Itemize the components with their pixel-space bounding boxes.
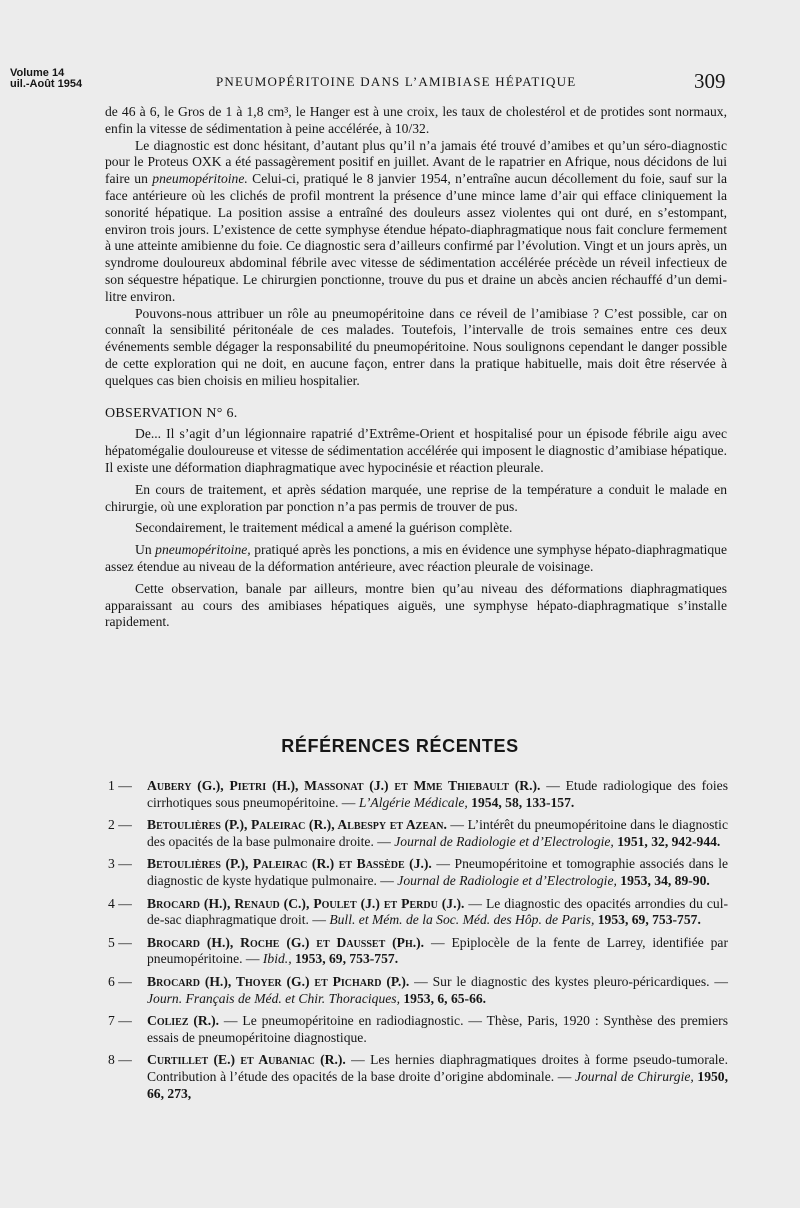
reference-text: — Pneumopéritoine et tomographie associés dans le diagnostic de kyste hydatique pulmonaire. — xyxy=(147,856,728,888)
paragraph-2-italic: pneumopéritoine. xyxy=(152,171,248,187)
reference-citation: 1953, 34, 89-90. xyxy=(616,872,710,888)
paragraph-6: Secondairement, le traitement médical a amené la guérison complète. xyxy=(135,520,513,536)
reference-authors: Brocard (H.), Thoyer (G.) et Pichard (P.). xyxy=(147,973,410,989)
volume-label: Volume 14 xyxy=(10,67,65,79)
reference-item xyxy=(108,896,728,929)
reference-journal: Ibid., xyxy=(262,951,292,967)
reference-number: 4 — xyxy=(108,895,132,911)
references-list xyxy=(108,778,728,1108)
reference-item xyxy=(108,974,728,1007)
paragraph-2 xyxy=(105,138,727,306)
reference-journal: Journal de Radiologie et d’Electrologie, xyxy=(394,833,614,849)
reference-citation: 1951, 32, 942-944. xyxy=(613,833,721,849)
issue-date: uil.-Août 1954 xyxy=(10,78,83,90)
reference-journal: Bull. et Mém. de la Soc. Méd. des Hôp. de Paris, xyxy=(329,912,595,928)
reference-authors: Betoulières (P.), Paleirac (R.) et Bassède (J.). xyxy=(147,856,432,872)
reference-authors: Coliez (R.). xyxy=(147,1013,220,1029)
reference-number: 8 — xyxy=(108,1052,132,1068)
reference-number: 3 — xyxy=(108,856,132,872)
reference-citation: 1950, 66, 273, xyxy=(147,1068,729,1101)
reference-item xyxy=(108,817,728,850)
reference-text: — Le diagnostic des opacités arrondies du cul-de-sac diaphragmatique droit. — xyxy=(147,895,728,928)
reference-number: 6 — xyxy=(108,973,132,989)
reference-number: 7 — xyxy=(108,1013,132,1029)
reference-authors: Brocard (H.), Renaud (C.), Poulet (J.) et Perdu (J.). xyxy=(147,895,465,911)
reference-authors: Curtillet (E.) et Aubaniac (R.). xyxy=(147,1052,346,1068)
reference-journal: Journ. Français de Méd. et Chir. Thoraciques, xyxy=(147,990,400,1006)
paragraph-2-text-a: Le diagnostic est donc hésitant, d’autant plus qu’il n’a jamais été trouvé d’amibes et qu’un séro-diagnostic pour le Proteus OXK a été passagèrement positif en juillet. Avant de le rapatrier en Afrique, nous décidons de lui faire un xyxy=(105,137,727,187)
reference-text: — Epiplocèle de la fente de Larrey, identifiée par pneumopéritoine. — xyxy=(147,934,728,967)
paragraph-1: de 46 à 6, le Gros de 1 à 1,8 cm³, le Hanger est à une croix, les taux de cholestérol et de protides sont normaux, enfin la vitesse de sédimentation à peine accélérée, à 10/32. xyxy=(105,104,727,136)
reference-authors: Brocard (H.), Roche (G.) et Dausset (Ph.). xyxy=(147,934,425,950)
running-head xyxy=(0,66,800,100)
reference-number: 5 — xyxy=(108,934,132,950)
paragraph-3: Pouvons-nous attribuer un rôle au pneumopéritoine dans ce réveil de l’amibiase ? C’est possible, car on connaît la sensibilité péritonéale de ces malades. Toutefois, l’intervalle de trois semaines entre ces deux événements semble dégager la responsabilité du pneumopéritoine. Nous soulignons cependant le danger possible de cette exploration qui ne doit, en aucune façon, entrer dans la pratique habituelle, mais doit être réservée à quelques cas bien choisis en milieu hospitalier. xyxy=(105,305,727,388)
reference-authors: Betoulières (P.), Paleirac (R.), Albespy et Azean. xyxy=(147,817,447,833)
paragraph-7-italic: pneumopéritoine, xyxy=(155,542,251,558)
paragraph-2-text-b: Celui-ci, pratiqué le 8 janvier 1954, n’entraîne aucun décollement du foie, sauf sur la face antérieure où les clichés de profil montrent la présence d’une mince lame d’air qui efface cliniquement la sonorité hépatique. La position assise a entraîné des douleurs assez violentes qui ont duré, en s’estompant, environ trois jours. L’existence de cette symphyse étendue hépato-diaphragmatique nous fait conclure fermement à une atteinte amibienne du foie. Ce diagnostic sera d’ailleurs confirmé par l’évolution. Vingt et un jours après, un syndrome douloureux abdominal fébrile avec vitesse de sédimentation accélérée précède un réveil infectieux de son séquestre hépatique. Le chirurgien ponctionne, trouve du pus et draine un abcès ancien réchauffé d’un demi-litre environ. xyxy=(105,171,727,304)
reference-journal: L’Algérie Médicale, xyxy=(358,794,468,810)
paragraph-5: En cours de traitement, et après sédation marquée, une reprise de la température a conduit le malade en chirurgie, où une exploration par ponction n’a pas permis de trouver de pus. xyxy=(105,481,727,514)
paragraph-4: De... Il s’agit d’un légionnaire rapatrié d’Extrême-Orient et hospitalisé pour un épisode fébrile aigu avec hépatomégalie douloureuse et vitesse de sédimentation accélérée qui imposent le diagnostic d’amibiase hépatique. Il existe une déformation diaphragmatique avec hypocinésie et réaction pleurale. xyxy=(105,426,727,475)
reference-item xyxy=(108,1013,728,1046)
paragraph-8: Cette observation, banale par ailleurs, montre bien qu’au niveau des déformations diaphragmatiques apparaissant au cours des amibiases hépatiques aiguës, une symphyse hépato-diaphragmatique s’installe rapidement. xyxy=(105,580,727,630)
reference-item xyxy=(108,935,728,968)
page-number: 309 xyxy=(694,69,726,93)
reference-citation: 1953, 69, 753-757. xyxy=(594,912,701,928)
reference-number: 2 — xyxy=(108,817,132,833)
article-body xyxy=(105,104,727,631)
reference-text: — Etude radiologique des foies cirrhotiques sous pneumopéritoine. — xyxy=(147,778,728,810)
paragraph-7-text-a: Un xyxy=(135,542,156,558)
reference-number: 1 — xyxy=(108,778,132,793)
volume-info xyxy=(10,68,82,90)
reference-journal: Journal de Chirurgie, xyxy=(574,1068,694,1084)
reference-citation: 1953, 69, 753-757. xyxy=(291,951,399,967)
reference-authors: Aubery (G.), Pietri (H.), Massonat (J.) et Mme Thiebault (R.). xyxy=(147,778,541,793)
reference-text: — Les hernies diaphragmatiques droites à forme pseudo-tumorale. Contribution à l’étude des opacités de la base droite d’origine abdominale. — xyxy=(147,1052,728,1084)
reference-citation: 1953, 6, 65-66. xyxy=(399,990,487,1006)
reference-citation: 1954, 58, 133-157. xyxy=(467,794,575,810)
reference-journal: Journal de Radiologie et d’Electrologie, xyxy=(397,872,617,888)
reference-item xyxy=(108,1052,728,1102)
reference-text: — Le pneumopéritoine en radiodiagnostic. — Thèse, Paris, 1920 : Synthèse des premiers essais de pneumopéritoine diagnostique. xyxy=(147,1013,728,1045)
reference-text: — L’intérêt du pneumopéritoine dans le diagnostic des opacités de la base pulmonaire droite. — xyxy=(147,817,728,849)
paragraph-7 xyxy=(105,542,727,576)
reference-item xyxy=(108,778,728,811)
reference-text: — Sur le diagnostic des kystes pleuro-péricardiques. — xyxy=(409,973,728,989)
running-title: PNEUMOPÉRITOINE DANS L’AMIBIASE HÉPATIQUE xyxy=(216,74,577,89)
paragraph-7-text-b: pratiqué après les ponctions, a mis en évidence une symphyse hépato-diaphragmatique assez étendue au niveau de la déformation antérieure, avec réaction pleurale de voisinage. xyxy=(105,542,727,574)
observation-heading: OBSERVATION N° 6. xyxy=(105,405,238,421)
references-heading: RÉFÉRENCES RÉCENTES xyxy=(281,736,519,756)
reference-item xyxy=(108,856,728,889)
